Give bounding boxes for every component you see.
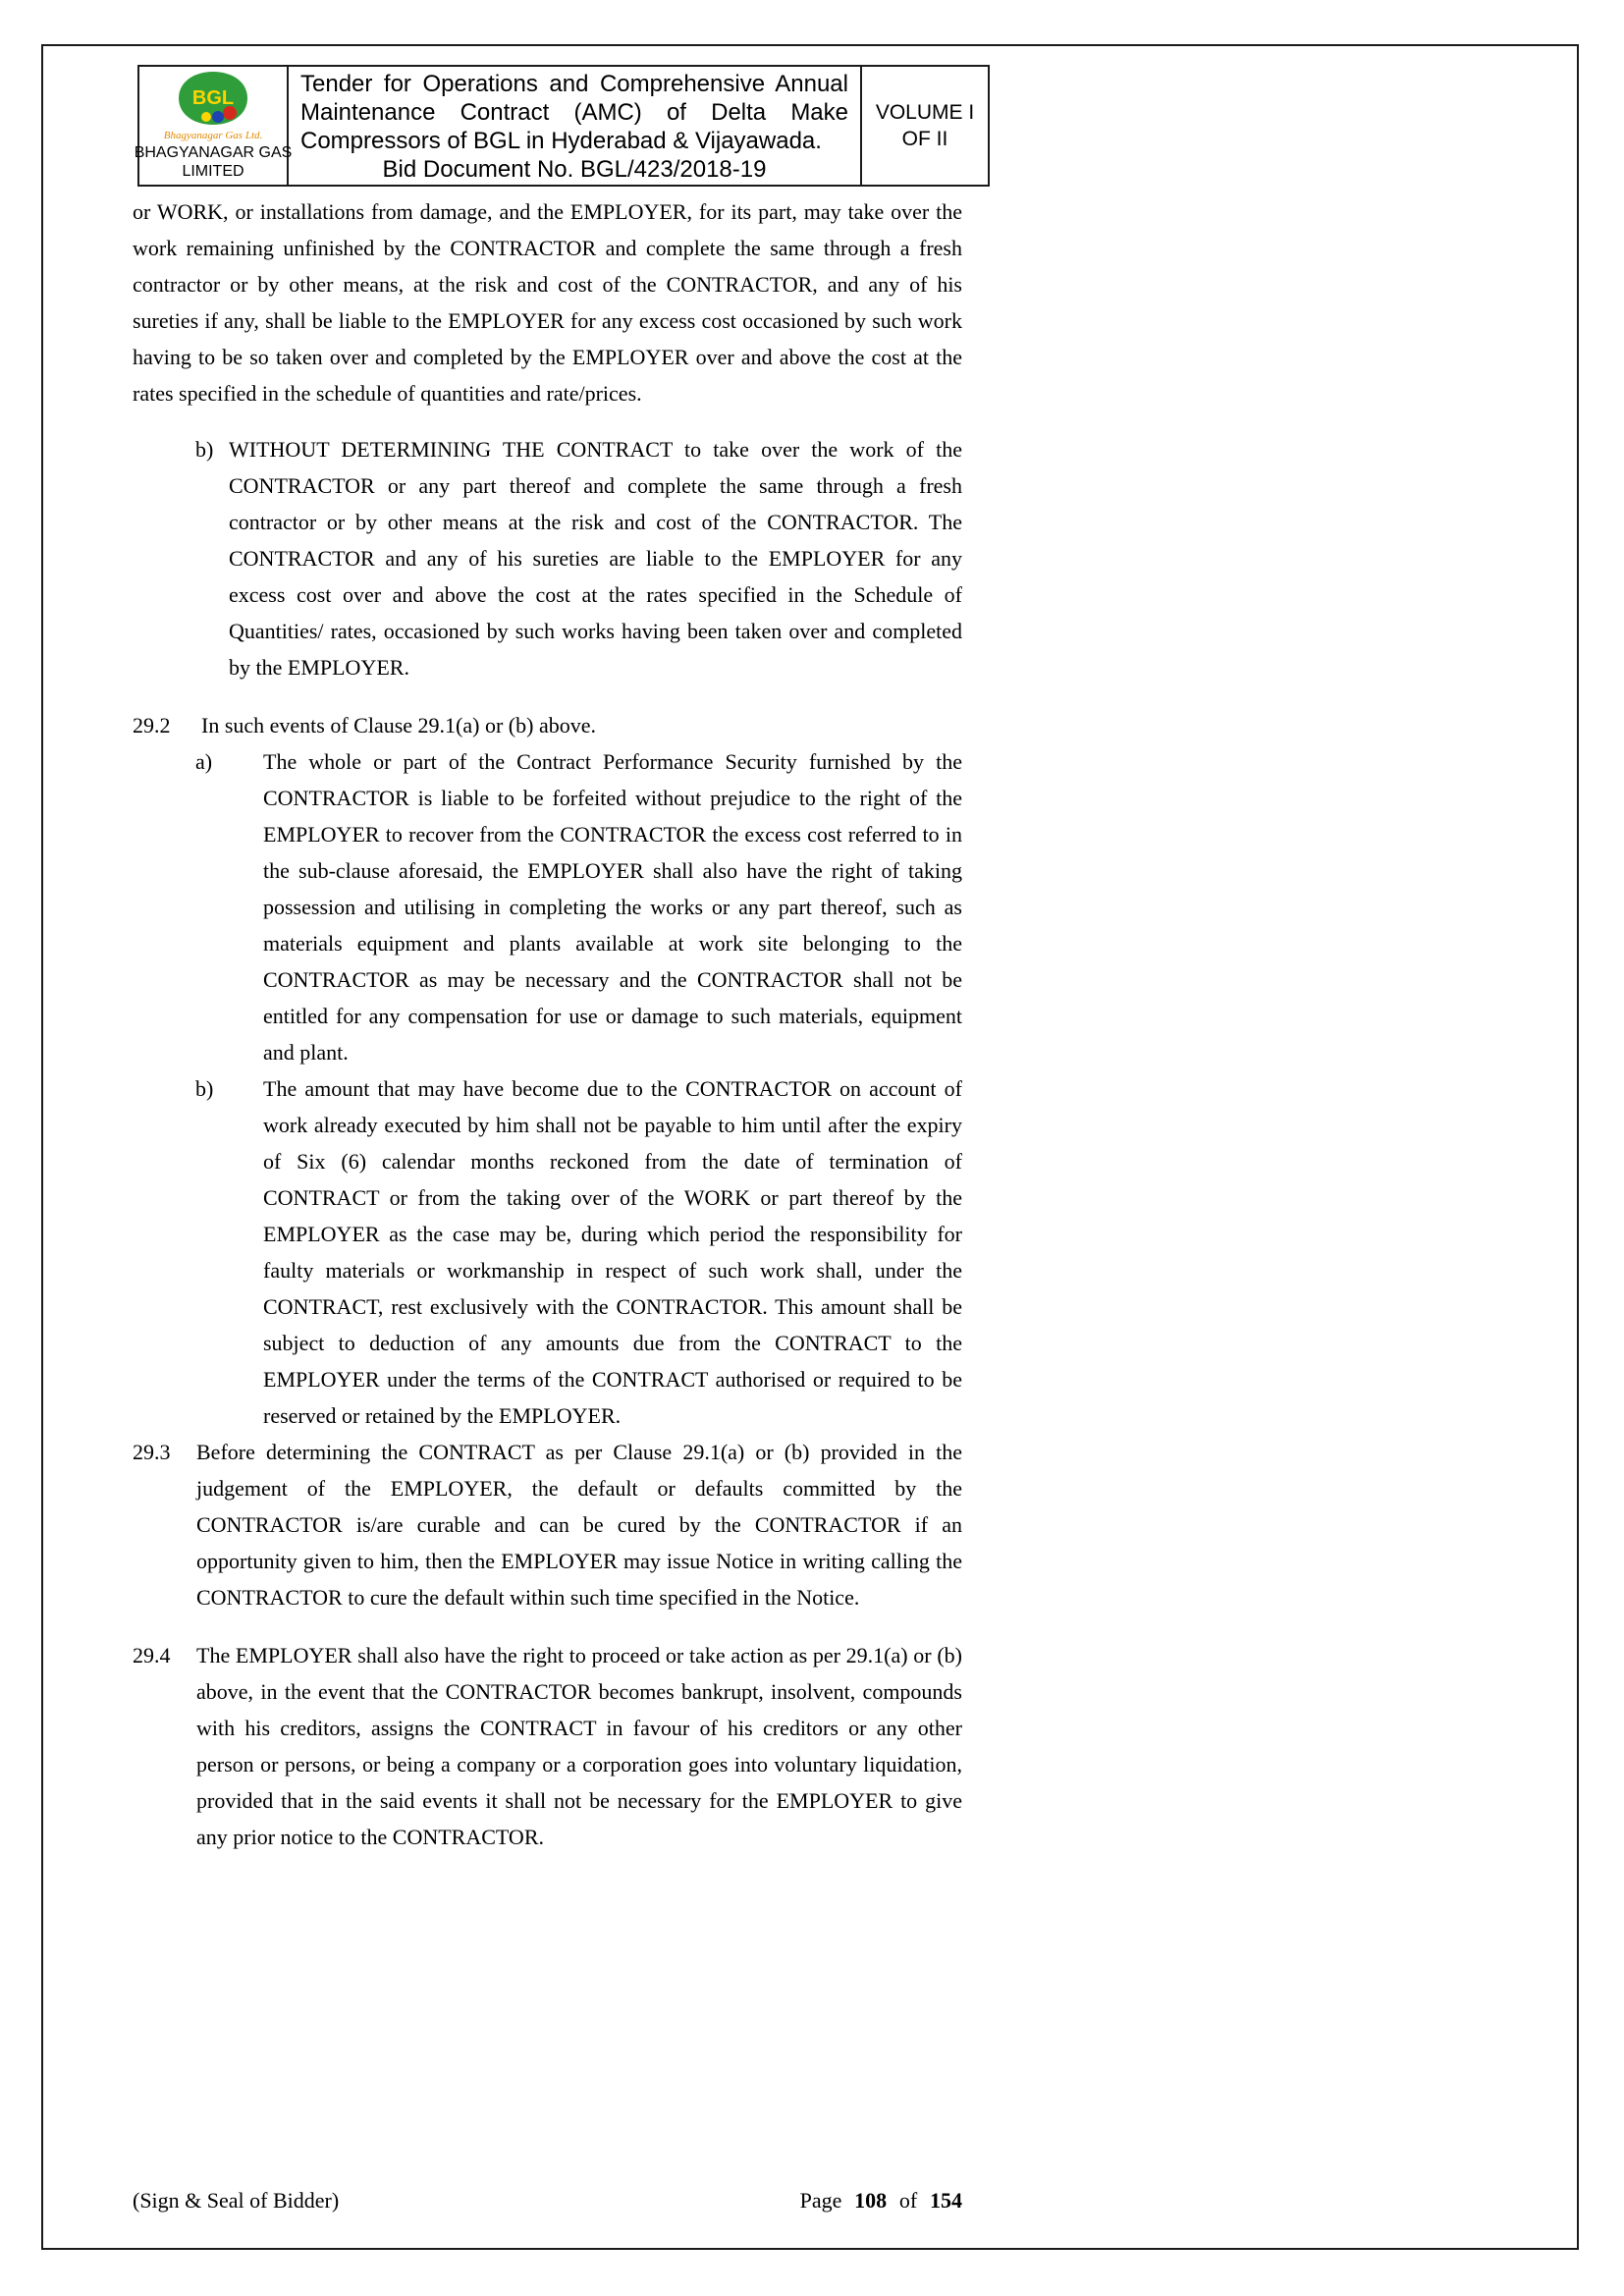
sign-seal-note: (Sign & Seal of Bidder) — [133, 2188, 340, 2213]
bid-document-number: Bid Document No. BGL/423/2018-19 — [382, 156, 767, 183]
logo-yellow-dot — [201, 112, 211, 122]
clause-29-2-item-b — [133, 1070, 962, 1434]
total-page-number: 154 — [930, 2188, 962, 2213]
item-b-text: WITHOUT DETERMINING THE CONTRACT to take over the work of the CONTRACTOR or any part thereof and complete the same through a fresh contractor or by other means at the risk and cost of the CONTRACTOR. The CONTRACTOR and any of his sureties are liable to the EMPLOYER for any excess cost over and above the cost at the rates specified in the Schedule of Quantities/ rates, occasioned by such works having been taken over and completed by the EMPLOYER. — [229, 437, 962, 680]
volume-line2: OF II — [901, 128, 948, 150]
item-b-label: b) — [195, 437, 214, 462]
clause-29-3-text: Before determining the CONTRACT as per Clause 29.1(a) or (b) provided in the judgement of the EMPLOYER, the default or defaults committed by the CONTRACTOR is/are curable and can be cured by the CONTRACTOR if an opportunity given to him, then the EMPLOYER may issue Notice in writing calling the CONTRACTOR to cure the default within such time specified in the Notice. — [196, 1440, 962, 1610]
logo-blue-dot — [212, 111, 224, 123]
logo-company-small-text: Bhagyanagar Gas Ltd. — [163, 130, 263, 141]
document-title: Tender for Operations and Comprehensive Annual Maintenance Contract (AMC) of Delta Make Compressors of BGL in Hyderabad & Vijayawada. — [300, 71, 848, 154]
item-a-text: The whole or part of the Contract Performance Security furnished by the CONTRACTOR is liable to be forfeited without prejudice to the right of the EMPLOYER to recover from the CONTRACTOR the excess cost referred to in the sub-clause aforesaid, the EMPLOYER shall also have the right of taking possession and utilising in completing the works or any part thereof, such as materials equipment and plants available at work site belonging to the CONTRACTOR as may be necessary and the CONTRACTOR shall not be entitled for any compensation for use or damage to such materials, equipment and plant. — [263, 749, 962, 1065]
of-word: of — [898, 2188, 918, 2213]
clause-29-2-intro: In such events of Clause 29.1(a) or (b) above. — [201, 713, 596, 738]
clause-29-1-item-b — [133, 431, 962, 685]
org-name-line2: LIMITED — [182, 163, 244, 180]
current-page-number: 108 — [854, 2188, 888, 2213]
document-header-table — [134, 65, 990, 187]
header-volume-cell — [862, 67, 988, 185]
item-a-label: a) — [195, 749, 213, 774]
page-number-indicator — [800, 2188, 962, 2214]
page-footer — [133, 2188, 962, 2214]
clause-29-2-item-a — [133, 743, 962, 1070]
logo-abbr-text: BGL — [191, 87, 235, 109]
document-body — [133, 193, 962, 1855]
clause-29-2-heading — [133, 707, 962, 743]
paragraph-continuation: or WORK, or installations from damage, and the EMPLOYER, for its part, may take over the work remaining unfinished by the CONTRACTOR and complete the same through a fresh contractor or by other means, at the risk and cost of the CONTRACTOR, and any of his sureties if any, shall be liable to the EMPLOYER for any excess cost occasioned by such work having to be so taken over and completed by the EMPLOYER over and above the cost at the rates specified in the schedule of quantities and rate/prices. — [133, 199, 962, 406]
clause-29-3-number: 29.3 — [133, 1440, 171, 1464]
item-b2-text: The amount that may have become due to the CONTRACTOR on account of work already executed by him shall not be payable to him until after the expiry of Six (6) calendar months reckoned from the date of termination of CONTRACT or from the taking over of the WORK or part thereof by the EMPLOYER as the case may be, during which period the responsibility for faulty materials or workmanship in respect of such work shall, under the CONTRACT, rest exclusively with the CONTRACTOR. This amount shall be subject to deduction of any amounts due from the CONTRACT to the EMPLOYER under the terms of the CONTRACT authorised or required to be reserved or retained by the EMPLOYER. — [263, 1076, 962, 1428]
clause-29-4-text: The EMPLOYER shall also have the right to proceed or take action as per 29.1(a) or (b) above, in the event that the CONTRACTOR becomes bankrupt, insolvent, compounds with his creditors, assigns the CONTRACT in favour of his creditors or any other person or persons, or being a company or a corporation goes into voluntary liquidation, provided that in the said events it shall not be necessary for the EMPLOYER to give any prior notice to the CONTRACTOR. — [196, 1643, 962, 1849]
page-word: Page — [799, 2188, 842, 2213]
clause-29-4-number: 29.4 — [133, 1643, 171, 1667]
volume-line1: VOLUME I — [875, 101, 975, 124]
clause-29-3 — [133, 1434, 962, 1615]
item-b2-label: b) — [195, 1076, 214, 1101]
clause-29-2-number: 29.2 — [133, 713, 171, 738]
header-title-cell — [289, 67, 862, 185]
clause-29-4 — [133, 1637, 962, 1855]
org-name-line1: BHAGYANAGAR GAS — [134, 144, 293, 161]
header-logo-cell — [134, 67, 293, 185]
bgl-logo-icon — [161, 69, 265, 143]
